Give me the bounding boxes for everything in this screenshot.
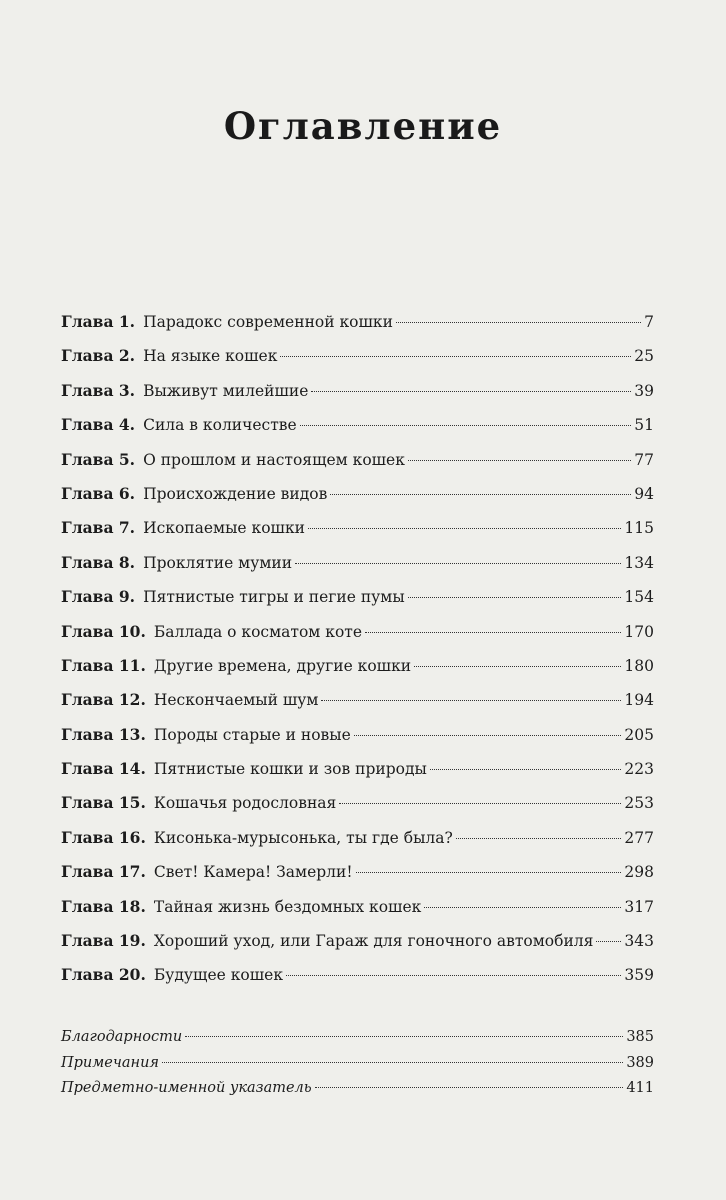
toc-entry bbox=[61, 725, 654, 759]
page-number: 7 bbox=[644, 313, 654, 331]
chapter-title: Происхождение видов bbox=[143, 484, 328, 503]
dot-leader bbox=[286, 974, 621, 976]
chapter-title: Будущее кошек bbox=[153, 966, 284, 985]
page-number: 39 bbox=[634, 381, 654, 400]
chapter-number: Глава 2. bbox=[61, 346, 136, 366]
chapter-number: Глава 6. bbox=[61, 483, 136, 503]
back-matter-title: Примечания bbox=[61, 1054, 160, 1071]
dot-leader bbox=[365, 631, 621, 633]
page-number: 277 bbox=[624, 828, 654, 847]
page-number: 77 bbox=[634, 450, 654, 469]
toc-entry bbox=[61, 690, 654, 724]
dot-leader bbox=[295, 562, 621, 564]
chapter-title: Проклятие мумии bbox=[143, 553, 293, 572]
toc-entry bbox=[61, 897, 654, 931]
chapter-number: Глава 9. bbox=[61, 587, 136, 607]
chapter-title: Ископаемые кошки bbox=[143, 519, 305, 538]
chapter-title: Породы старые и новые bbox=[153, 725, 351, 744]
toc-entry bbox=[61, 965, 654, 999]
chapter-number: Глава 19. bbox=[61, 931, 146, 951]
dot-leader bbox=[162, 1061, 623, 1063]
dot-leader bbox=[315, 1086, 624, 1088]
chapter-title: Кисонька-мурысонька, ты где была? bbox=[153, 828, 453, 847]
page-number: 115 bbox=[624, 519, 654, 538]
dot-leader bbox=[311, 390, 631, 392]
toc-entry bbox=[61, 587, 654, 621]
toc-entry bbox=[61, 518, 654, 552]
chapter-title: Нескончаемый шум bbox=[153, 691, 319, 710]
dot-leader bbox=[354, 734, 622, 736]
page-number: 94 bbox=[634, 484, 654, 503]
toc-entry bbox=[61, 828, 654, 862]
toc-entry bbox=[61, 484, 654, 518]
chapter-title: Кошачья родословная bbox=[153, 794, 337, 813]
page-number: 343 bbox=[624, 932, 654, 951]
chapter-number: Глава 16. bbox=[61, 827, 146, 847]
dot-leader bbox=[339, 802, 621, 804]
chapter-number: Глава 10. bbox=[61, 621, 146, 641]
dot-leader bbox=[356, 871, 622, 873]
toc-entry bbox=[61, 622, 654, 656]
toc-entry bbox=[61, 931, 654, 965]
dot-leader bbox=[185, 1035, 623, 1037]
toc-entry bbox=[61, 415, 654, 449]
chapter-title: Выживут милейшие bbox=[143, 381, 309, 400]
toc-entry bbox=[61, 656, 654, 690]
dot-leader bbox=[330, 493, 631, 495]
chapter-number: Глава 5. bbox=[61, 449, 136, 469]
chapter-number: Глава 1. bbox=[61, 312, 136, 331]
toc-entry bbox=[61, 346, 654, 380]
chapter-title: Свет! Камера! Замерли! bbox=[153, 863, 353, 882]
back-matter-list bbox=[61, 1027, 654, 1104]
chapter-number: Глава 11. bbox=[61, 655, 146, 675]
page-number: 51 bbox=[634, 416, 654, 435]
chapter-number: Глава 13. bbox=[61, 724, 146, 744]
chapter-number: Глава 12. bbox=[61, 690, 146, 710]
page-number: 298 bbox=[624, 863, 654, 882]
toc-entry bbox=[61, 553, 654, 587]
chapter-number: Глава 4. bbox=[61, 415, 136, 435]
chapter-number: Глава 7. bbox=[61, 518, 136, 538]
toc-entry bbox=[61, 381, 654, 415]
toc-entry bbox=[61, 312, 654, 346]
chapter-number: Глава 17. bbox=[61, 862, 146, 882]
page-title: Оглавление bbox=[223, 104, 503, 148]
chapter-number: Глава 15. bbox=[61, 793, 146, 813]
chapter-title: Тайная жизнь бездомных кошек bbox=[153, 897, 422, 916]
chapter-title: Другие времена, другие кошки bbox=[153, 656, 412, 675]
dot-leader bbox=[408, 596, 622, 598]
back-matter-entry bbox=[61, 1078, 654, 1104]
page-number: 194 bbox=[624, 691, 654, 710]
back-matter-entry bbox=[61, 1027, 654, 1053]
dot-leader bbox=[414, 665, 621, 667]
page-number: 180 bbox=[624, 656, 654, 675]
back-matter-title: Благодарности bbox=[61, 1029, 183, 1045]
chapter-title: Пятнистые кошки и зов природы bbox=[153, 760, 427, 779]
chapter-list bbox=[61, 312, 654, 1000]
dot-leader bbox=[424, 906, 621, 908]
chapter-title: Парадокс современной кошки bbox=[143, 313, 393, 331]
page-number: 134 bbox=[624, 553, 654, 572]
dot-leader bbox=[408, 459, 631, 461]
page-number: 389 bbox=[626, 1054, 654, 1071]
toc-entry bbox=[61, 450, 654, 484]
chapter-title: Баллада о косматом коте bbox=[153, 622, 363, 641]
back-matter-entry bbox=[61, 1053, 654, 1079]
dot-leader bbox=[280, 355, 631, 357]
chapter-title: Хороший уход, или Гараж для гоночного автомобиля bbox=[153, 932, 594, 951]
chapter-title: На языке кошек bbox=[143, 347, 278, 366]
chapter-title: О прошлом и настоящем кошек bbox=[143, 450, 405, 469]
chapter-title: Пятнистые тигры и пегие пумы bbox=[143, 588, 405, 607]
page-number: 317 bbox=[624, 897, 654, 916]
chapter-number: Глава 20. bbox=[61, 965, 146, 985]
chapter-number: Глава 18. bbox=[61, 896, 146, 916]
page-number: 253 bbox=[624, 794, 654, 813]
dot-leader bbox=[396, 321, 641, 323]
page-number: 411 bbox=[626, 1080, 654, 1096]
dot-leader bbox=[456, 837, 622, 839]
dot-leader bbox=[430, 768, 622, 770]
page-number: 25 bbox=[634, 347, 654, 366]
dot-leader bbox=[321, 699, 621, 701]
back-matter-title: Предметно-именной указатель bbox=[61, 1080, 312, 1096]
dot-leader bbox=[300, 424, 632, 426]
chapter-number: Глава 3. bbox=[61, 380, 136, 400]
page-number: 170 bbox=[624, 622, 654, 641]
chapter-number: Глава 14. bbox=[61, 759, 146, 779]
toc-entry bbox=[61, 793, 654, 827]
toc-entry bbox=[61, 759, 654, 793]
page-number: 359 bbox=[624, 966, 654, 985]
page-number: 154 bbox=[624, 588, 654, 607]
chapter-title: Сила в количестве bbox=[143, 416, 297, 435]
dot-leader bbox=[596, 940, 621, 942]
page-number: 223 bbox=[624, 760, 654, 779]
page-number: 385 bbox=[626, 1029, 654, 1045]
chapter-number: Глава 8. bbox=[61, 552, 136, 572]
page-number: 205 bbox=[624, 725, 654, 744]
dot-leader bbox=[308, 527, 621, 529]
toc-entry bbox=[61, 862, 654, 896]
